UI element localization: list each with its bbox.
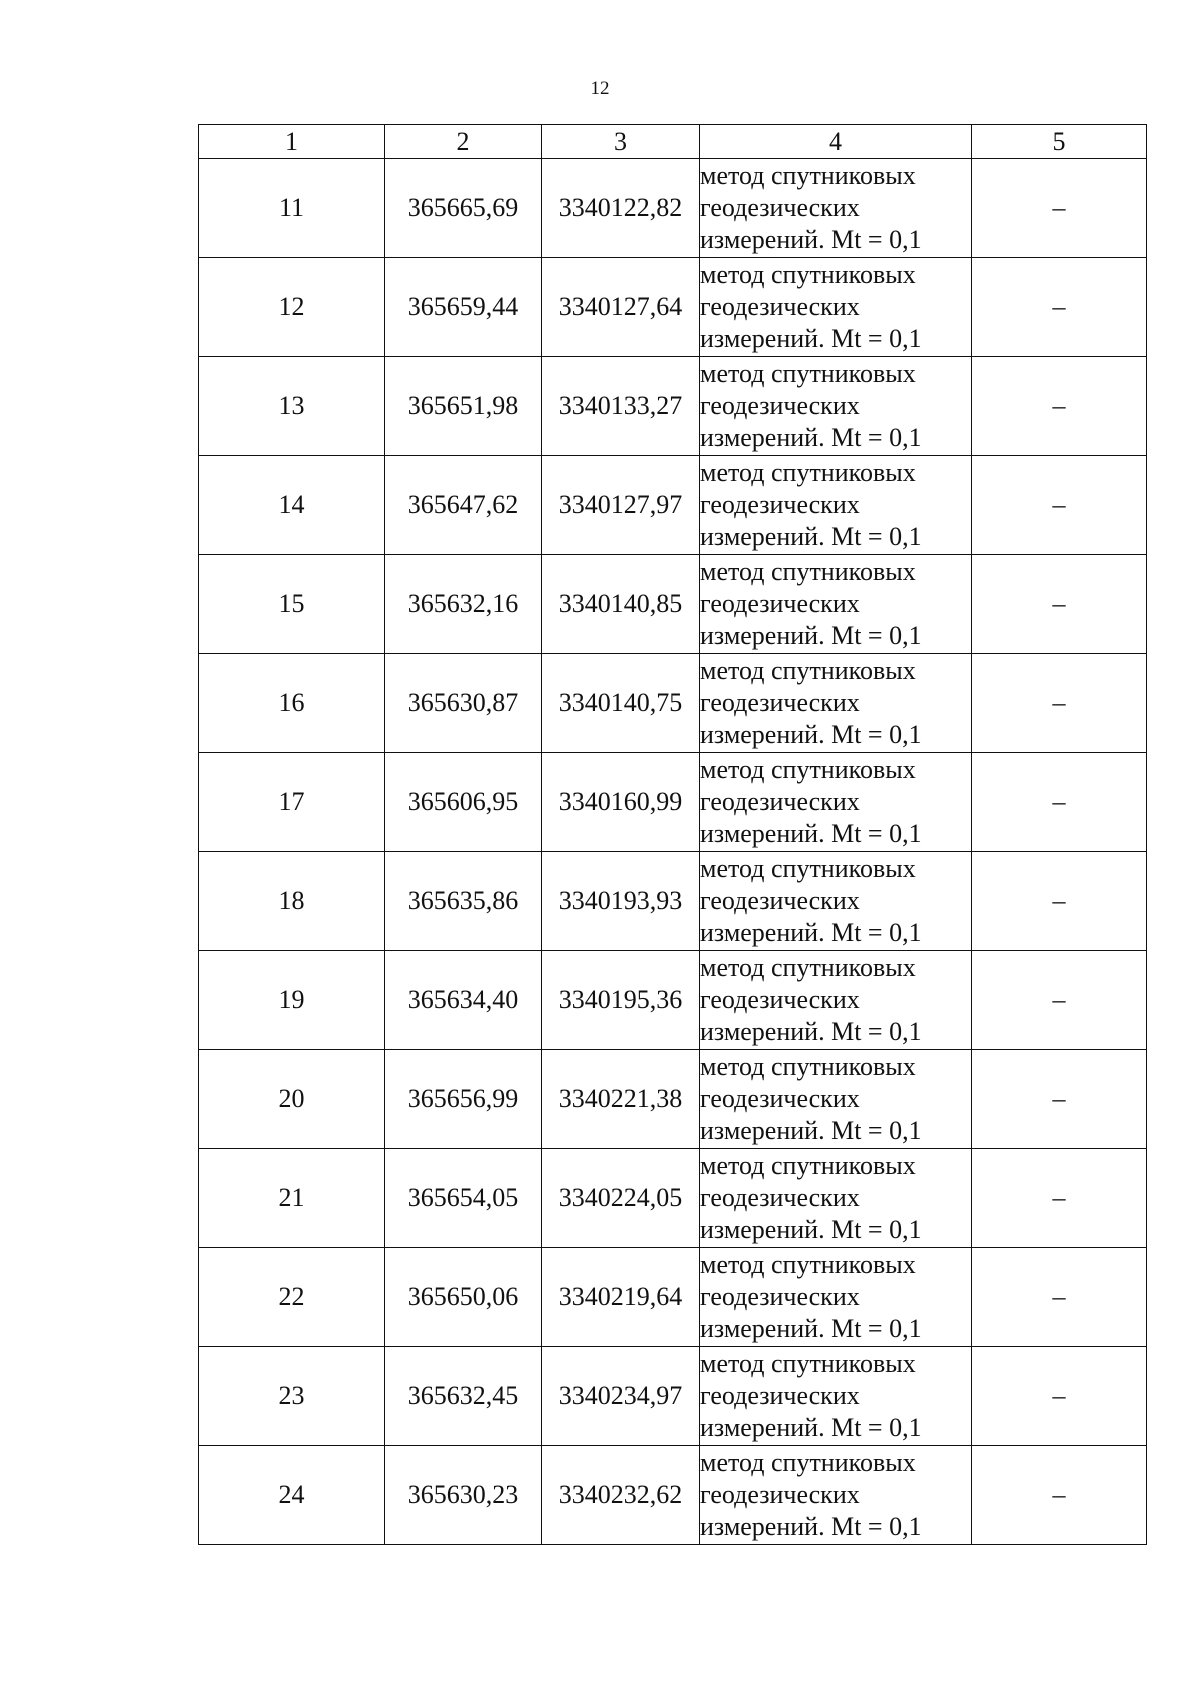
method-line: измерений. Mt = 0,1 [700, 1215, 922, 1244]
x-coordinate-cell: 365632,16 [385, 555, 542, 654]
method-line: геодезических [700, 589, 860, 618]
y-coordinate-cell: 3340221,38 [542, 1050, 700, 1149]
method-cell [700, 159, 972, 258]
x-coordinate-cell: 365665,69 [385, 159, 542, 258]
description-cell: – [972, 456, 1147, 555]
method-line: метод спутниковых [700, 1448, 916, 1477]
point-number-cell: 16 [199, 654, 385, 753]
y-coordinate-cell: 3340122,82 [542, 159, 700, 258]
y-coordinate-cell: 3340127,97 [542, 456, 700, 555]
table-row [199, 159, 1147, 258]
x-coordinate-cell: 365656,99 [385, 1050, 542, 1149]
y-coordinate-cell: 3340224,05 [542, 1149, 700, 1248]
description-cell: – [972, 1446, 1147, 1545]
description-cell: – [972, 1050, 1147, 1149]
point-number-cell: 23 [199, 1347, 385, 1446]
header-cell-3: 3 [542, 125, 700, 159]
method-line: геодезических [700, 1480, 860, 1509]
table-row [199, 456, 1147, 555]
method-cell [700, 951, 972, 1050]
point-number-cell: 19 [199, 951, 385, 1050]
method-line: измерений. Mt = 0,1 [700, 1017, 922, 1046]
description-cell: – [972, 753, 1147, 852]
method-line: метод спутниковых [700, 161, 916, 190]
method-line: геодезических [700, 1183, 860, 1212]
table-row [199, 1347, 1147, 1446]
table-row [199, 357, 1147, 456]
x-coordinate-cell: 365651,98 [385, 357, 542, 456]
method-line: геодезических [700, 688, 860, 717]
description-cell: – [972, 1149, 1147, 1248]
table-row [199, 951, 1147, 1050]
y-coordinate-cell: 3340232,62 [542, 1446, 700, 1545]
method-line: геодезических [700, 1282, 860, 1311]
method-line: метод спутниковых [700, 953, 916, 982]
x-coordinate-cell: 365647,62 [385, 456, 542, 555]
method-line: метод спутниковых [700, 359, 916, 388]
method-line: метод спутниковых [700, 755, 916, 784]
description-cell: – [972, 654, 1147, 753]
y-coordinate-cell: 3340195,36 [542, 951, 700, 1050]
x-coordinate-cell: 365654,05 [385, 1149, 542, 1248]
method-cell [700, 1347, 972, 1446]
header-cell-2: 2 [385, 125, 542, 159]
header-cell-1: 1 [199, 125, 385, 159]
method-line: измерений. Mt = 0,1 [700, 423, 922, 452]
method-line: метод спутниковых [700, 458, 916, 487]
header-cell-4: 4 [700, 125, 972, 159]
point-number-cell: 15 [199, 555, 385, 654]
table-row [199, 555, 1147, 654]
method-line: метод спутниковых [700, 656, 916, 685]
header-cell-5: 5 [972, 125, 1147, 159]
point-number-cell: 21 [199, 1149, 385, 1248]
y-coordinate-cell: 3340234,97 [542, 1347, 700, 1446]
method-line: метод спутниковых [700, 1052, 916, 1081]
x-coordinate-cell: 365635,86 [385, 852, 542, 951]
description-cell: – [972, 555, 1147, 654]
point-number-cell: 17 [199, 753, 385, 852]
method-cell [700, 1248, 972, 1347]
method-line: измерений. Mt = 0,1 [700, 522, 922, 551]
method-cell [700, 654, 972, 753]
table-row [199, 1149, 1147, 1248]
x-coordinate-cell: 365634,40 [385, 951, 542, 1050]
y-coordinate-cell: 3340160,99 [542, 753, 700, 852]
point-number-cell: 14 [199, 456, 385, 555]
coordinates-table [198, 124, 1147, 1545]
table-row [199, 1446, 1147, 1545]
y-coordinate-cell: 3340140,85 [542, 555, 700, 654]
x-coordinate-cell: 365650,06 [385, 1248, 542, 1347]
method-line: метод спутниковых [700, 1151, 916, 1180]
method-line: измерений. Mt = 0,1 [700, 720, 922, 749]
method-line: измерений. Mt = 0,1 [700, 1413, 922, 1442]
description-cell: – [972, 357, 1147, 456]
method-line: метод спутниковых [700, 260, 916, 289]
method-line: метод спутниковых [700, 557, 916, 586]
method-line: измерений. Mt = 0,1 [700, 225, 922, 254]
y-coordinate-cell: 3340140,75 [542, 654, 700, 753]
point-number-cell: 12 [199, 258, 385, 357]
x-coordinate-cell: 365630,87 [385, 654, 542, 753]
method-line: измерений. Mt = 0,1 [700, 1116, 922, 1145]
method-cell [700, 258, 972, 357]
method-line: измерений. Mt = 0,1 [700, 1314, 922, 1343]
method-line: геодезических [700, 1084, 860, 1113]
method-line: метод спутниковых [700, 1349, 916, 1378]
method-line: геодезических [700, 787, 860, 816]
table-row [199, 753, 1147, 852]
point-number-cell: 20 [199, 1050, 385, 1149]
table-body [199, 125, 1147, 1545]
method-line: измерений. Mt = 0,1 [700, 819, 922, 848]
description-cell: – [972, 1347, 1147, 1446]
method-line: метод спутниковых [700, 854, 916, 883]
table-row [199, 852, 1147, 951]
x-coordinate-cell: 365630,23 [385, 1446, 542, 1545]
method-line: геодезических [700, 490, 860, 519]
table-row [199, 1248, 1147, 1347]
method-cell [700, 1446, 972, 1545]
point-number-cell: 18 [199, 852, 385, 951]
point-number-cell: 22 [199, 1248, 385, 1347]
x-coordinate-cell: 365659,44 [385, 258, 542, 357]
description-cell: – [972, 159, 1147, 258]
y-coordinate-cell: 3340193,93 [542, 852, 700, 951]
y-coordinate-cell: 3340219,64 [542, 1248, 700, 1347]
y-coordinate-cell: 3340133,27 [542, 357, 700, 456]
method-line: геодезических [700, 985, 860, 1014]
description-cell: – [972, 852, 1147, 951]
method-line: метод спутниковых [700, 1250, 916, 1279]
method-line: измерений. Mt = 0,1 [700, 621, 922, 650]
method-line: геодезических [700, 193, 860, 222]
table-row [199, 1050, 1147, 1149]
method-cell [700, 1149, 972, 1248]
method-cell [700, 753, 972, 852]
description-cell: – [972, 951, 1147, 1050]
method-line: измерений. Mt = 0,1 [700, 1512, 922, 1541]
page-number: 12 [590, 78, 610, 99]
method-line: геодезических [700, 1381, 860, 1410]
point-number-cell: 24 [199, 1446, 385, 1545]
method-line: геодезических [700, 391, 860, 420]
method-cell [700, 456, 972, 555]
method-cell [700, 357, 972, 456]
method-cell [700, 555, 972, 654]
description-cell: – [972, 1248, 1147, 1347]
method-line: измерений. Mt = 0,1 [700, 918, 922, 947]
description-cell: – [972, 258, 1147, 357]
x-coordinate-cell: 365632,45 [385, 1347, 542, 1446]
table-row [199, 654, 1147, 753]
x-coordinate-cell: 365606,95 [385, 753, 542, 852]
method-line: измерений. Mt = 0,1 [700, 324, 922, 353]
method-cell [700, 1050, 972, 1149]
table-row [199, 258, 1147, 357]
method-line: геодезических [700, 886, 860, 915]
point-number-cell: 13 [199, 357, 385, 456]
method-line: геодезических [700, 292, 860, 321]
point-number-cell: 11 [199, 159, 385, 258]
table-header-row [199, 125, 1147, 159]
method-cell [700, 852, 972, 951]
y-coordinate-cell: 3340127,64 [542, 258, 700, 357]
